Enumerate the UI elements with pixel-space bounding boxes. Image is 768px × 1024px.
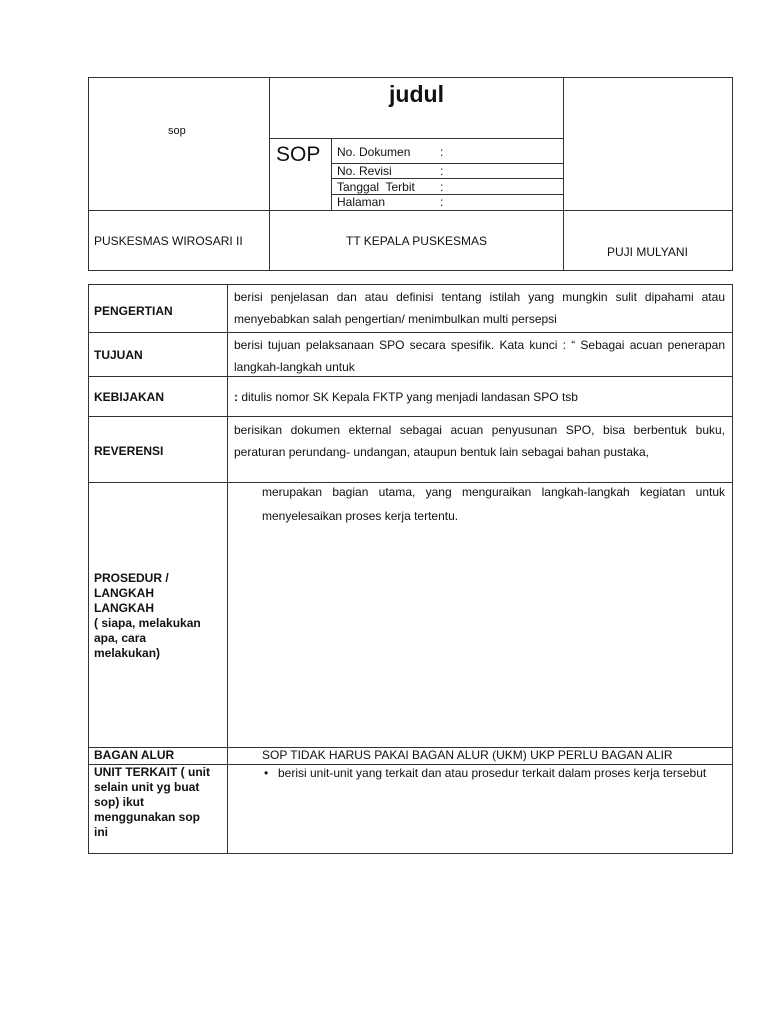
prosedur-label xyxy=(94,571,201,661)
tujuan-text: berisi tujuan pelaksanaan SPO secara spesifik. Kata kunci : “ Sebagai acuan penerapan langkah-langkah untuk xyxy=(234,338,725,374)
prosedur-label-line: melakukan) xyxy=(94,646,161,660)
sop-meta-divider xyxy=(331,138,332,211)
meta-value-halaman: : xyxy=(440,195,444,209)
prosedur-label-line: apa, cara xyxy=(94,631,147,645)
signature-label: TT KEPALA PUSKESMAS xyxy=(346,234,487,248)
document-title: judul xyxy=(389,81,444,107)
header-border-top xyxy=(88,77,733,78)
prosedur-label-line: LANGKAH xyxy=(94,601,154,615)
tujuan-label: TUJUAN xyxy=(94,348,143,362)
kebijakan-colon: : xyxy=(234,390,238,404)
meta-label-no-revisi: No. Revisi xyxy=(337,164,392,178)
meta-value-tanggal-terbit: : xyxy=(440,180,444,194)
header-border-right xyxy=(732,77,733,271)
prosedur-label-line: ( siapa, melakukan xyxy=(94,616,201,630)
body-border-left xyxy=(88,284,89,854)
kebijakan-content: ditulis nomor SK Kepala FKTP yang menjadi landasan SPO tsb xyxy=(241,390,578,404)
prosedur-label-line: PROSEDUR / xyxy=(94,571,169,585)
body-border-bottom xyxy=(88,853,733,854)
meta-label-no-dokumen: No. Dokumen xyxy=(337,145,411,159)
meta-label-halaman: Halaman xyxy=(337,195,386,209)
kebijakan-label: KEBIJAKAN xyxy=(94,390,165,404)
kebijakan-text xyxy=(234,390,725,406)
bagan-alur-text: SOP TIDAK HARUS PAKAI BAGAN ALUR (UKM) UKP PERLU BAGAN ALIR xyxy=(262,748,673,762)
meta-mark-3 xyxy=(436,194,452,195)
body-col-divider xyxy=(227,284,228,854)
logo-text: sop xyxy=(168,125,186,137)
head-name: PUJI MULYANI xyxy=(607,245,688,259)
meta-mark-4 xyxy=(436,210,452,211)
header-row-divider xyxy=(88,210,733,211)
unit-terkait-label xyxy=(94,765,210,840)
unit-terkait-label-line: selain unit yg buat xyxy=(94,780,200,794)
pengertian-text: berisi penjelasan dan atau definisi tentang istilah yang mungkin sulit dipahami atau menyebabkan salah pengertian/ menimbulkan multi persepsi xyxy=(234,290,725,326)
unit-terkait-label-line: sop) ikut xyxy=(94,795,144,809)
meta-label-tanggal-terbit: Tanggal Terbit xyxy=(337,180,415,194)
meta-value-no-revisi: : xyxy=(440,164,444,178)
sop-label: SOP xyxy=(276,143,321,166)
body-border-right xyxy=(732,284,733,854)
row-divider-3 xyxy=(88,416,733,417)
unit-terkait-label-line: ini xyxy=(94,825,108,839)
meta-mark-2 xyxy=(436,178,452,179)
pengertian-label: PENGERTIAN xyxy=(94,304,173,318)
header-border-bottom xyxy=(88,270,733,271)
bagan-alur-label: BAGAN ALUR xyxy=(94,748,175,762)
meta-mark-1 xyxy=(436,138,452,139)
meta-value-no-dokumen: : xyxy=(440,145,444,159)
header-border-left xyxy=(88,77,89,271)
unit-terkait-label-line: UNIT TERKAIT ( unit xyxy=(94,765,210,779)
prosedur-text: merupakan bagian utama, yang menguraikan langkah-langkah kegiatan untuk menyelesaikan proses kerja tertentu. xyxy=(262,485,725,523)
reverensi-text: berisikan dokumen ekternal sebagai acuan penyusunan SPO, bisa berbentuk buku, peraturan perundang- undangan, ataupun bentuk lain sebagai bahan pustaka, xyxy=(234,423,725,459)
reverensi-label: REVERENSI xyxy=(94,444,164,458)
body-border-top xyxy=(88,284,733,285)
row-divider-1 xyxy=(88,332,733,333)
org-name: PUSKESMAS WIROSARI II xyxy=(94,234,243,248)
unit-terkait-label-line: menggunakan sop xyxy=(94,810,201,824)
header-col-divider-2 xyxy=(563,77,564,271)
unit-terkait-bullet: • berisi unit-unit yang terkait dan atau prosedur terkait dalam proses kerja tersebut xyxy=(278,766,728,782)
title-divider xyxy=(269,138,564,139)
prosedur-label-line: LANGKAH xyxy=(94,586,154,600)
